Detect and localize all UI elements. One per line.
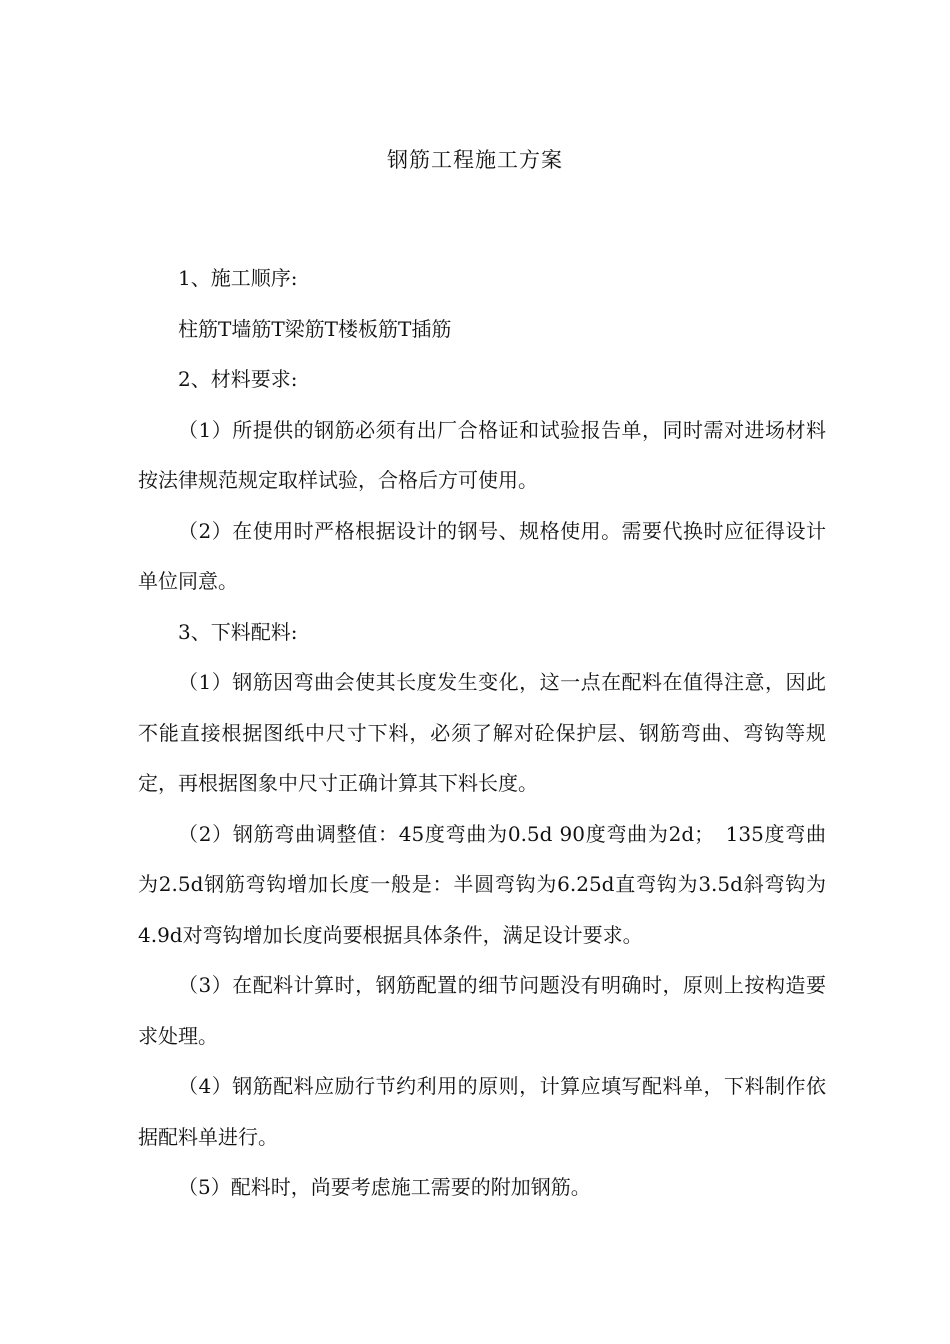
section-heading-material-requirements: 2、材料要求: <box>178 367 298 391</box>
paragraph-material-1: （1）所提供的钢筋必须有出厂合格证和试验报告单，同时需对进场材料按法律规范规定取样试验，合格后方可使用。 <box>138 417 826 492</box>
paragraph-batching-4: （4）钢筋配料应励行节约利用的原则，计算应填写配料单，下料制作依据配料单进行。 <box>138 1074 826 1149</box>
section-heading-cutting-batching: 3、下料配料: <box>178 619 298 644</box>
document-body <box>138 253 826 1213</box>
paragraph-sequence-list: 柱筋T墙筋T梁筋T楼板筋T插筋 <box>178 316 452 341</box>
paragraph-batching-3: （3）在配料计算时，钢筋配置的细节问题没有明确时，原则上按构造要求处理。 <box>138 973 826 1048</box>
section-heading-construction-sequence: 1、施工顺序: <box>178 266 298 290</box>
paragraph-batching-1: （1）钢筋因弯曲会使其长度发生变化，这一点在配料在值得注意，因此不能直接根据图纸中尺寸下料，必须了解对砼保护层、钢筋弯曲、弯钩等规定，再根据图象中尺寸正确计算其下料长度。 <box>138 670 826 795</box>
paragraph-material-2: （2）在使用时严格根据设计的钢号、规格使用。需要代换时应征得设计单位同意。 <box>138 518 826 593</box>
paragraph-batching-5: （5）配料时，尚要考虑施工需要的附加钢筋。 <box>178 1175 591 1199</box>
paragraph-batching-2: （2）钢筋弯曲调整值：45度弯曲为0.5d 90度弯曲为2d； 135度弯曲为2.5d钢筋弯钩增加长度一般是：半圆弯钩为6.25d直弯钩为3.5d斜弯钩为4.9d对弯钩增加长度尚要根据具体条件，满足设计要求。 <box>138 821 826 947</box>
document-title: 钢筋工程施工方案 <box>387 148 563 172</box>
